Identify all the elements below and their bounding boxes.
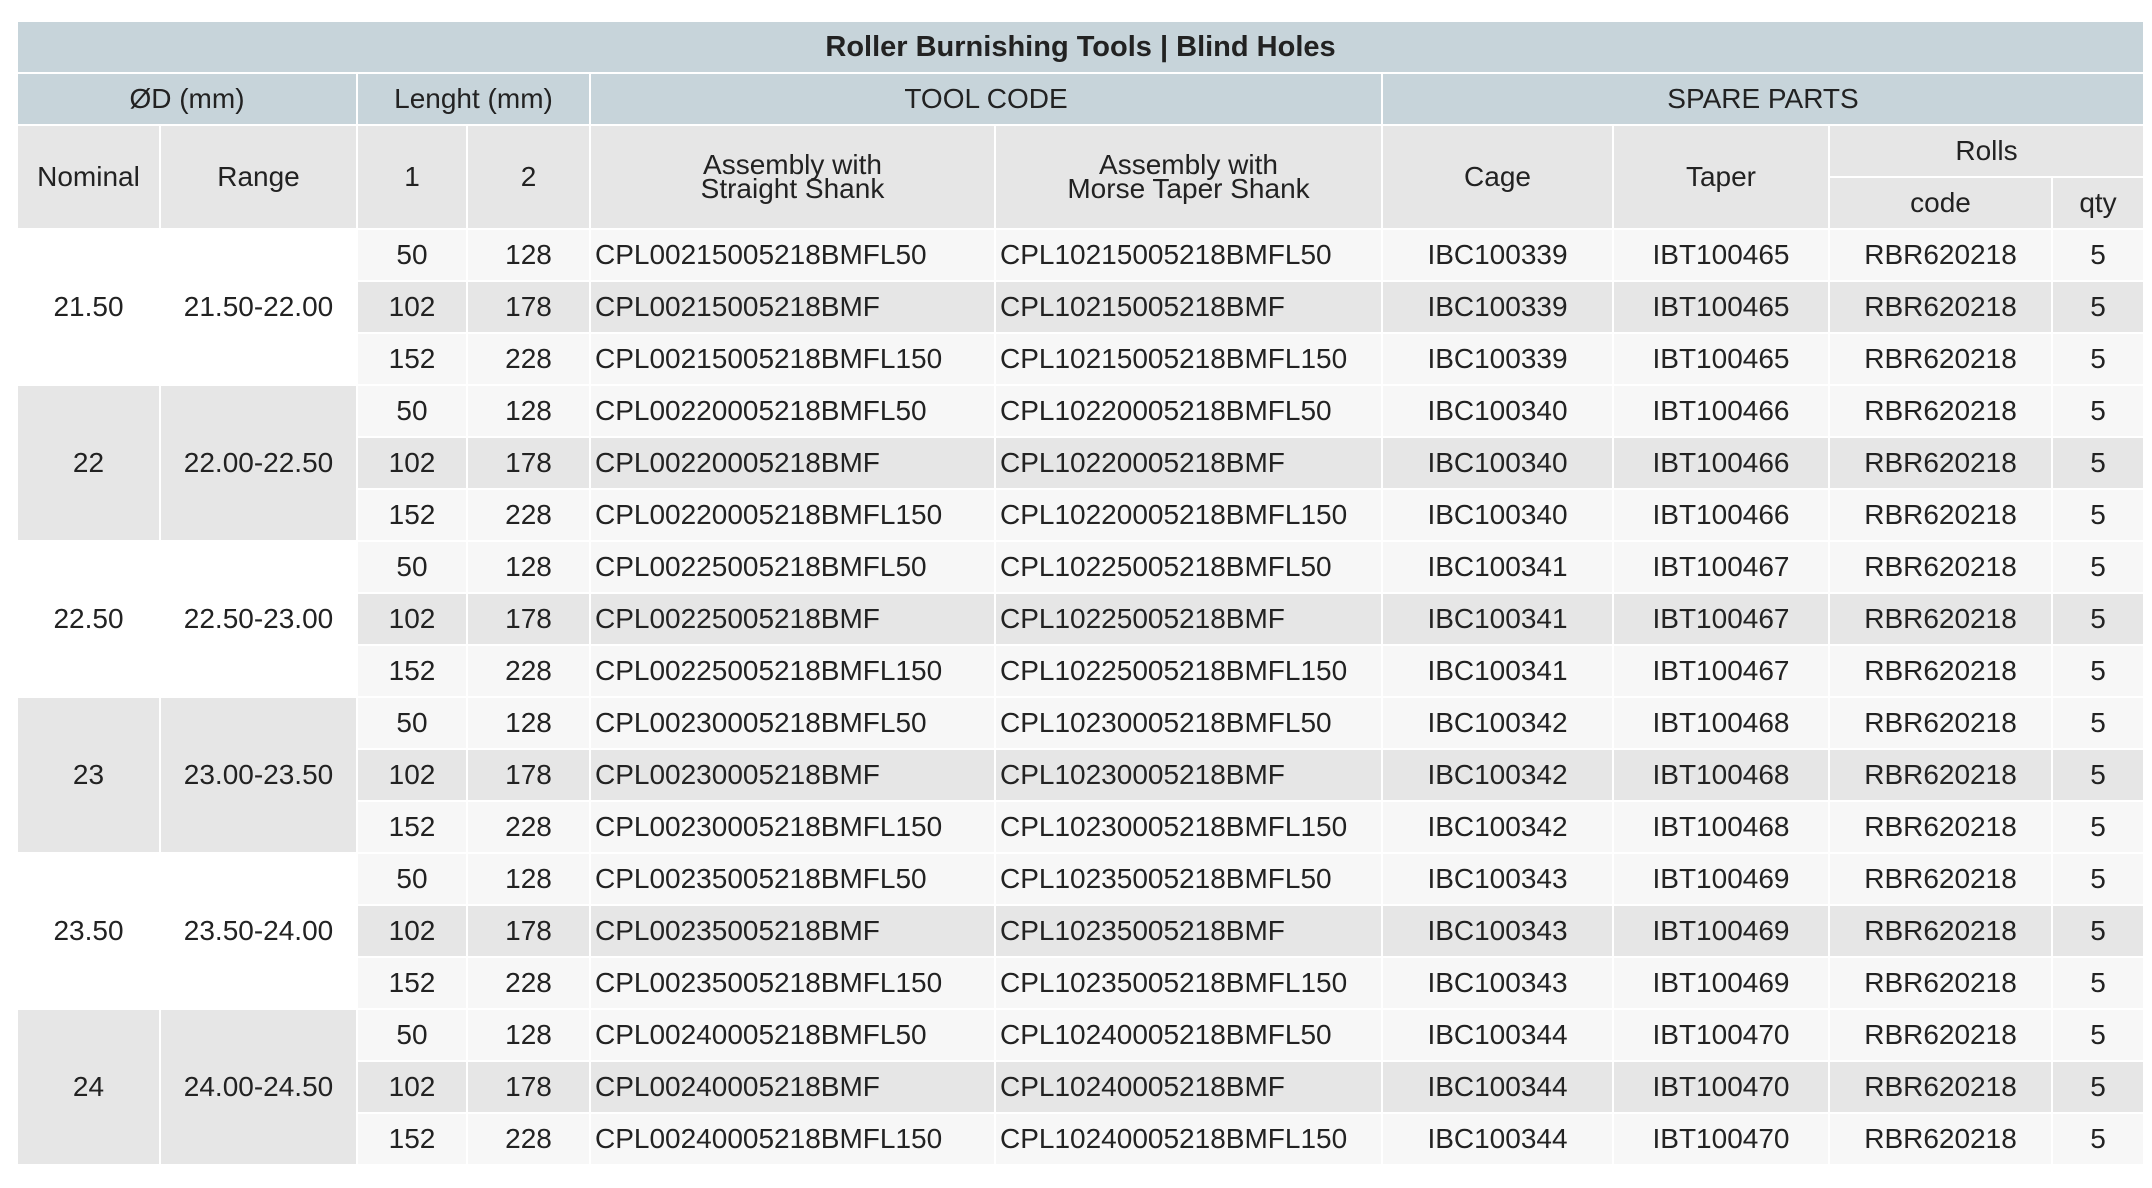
range-cell: 22.00-22.50 (160, 385, 357, 541)
taper-code-cell: IBT100467 (1613, 541, 1829, 593)
taper-code-cell: IBT100467 (1613, 645, 1829, 697)
cage-code-cell: IBC100339 (1382, 281, 1613, 333)
cage-code-cell: IBC100343 (1382, 957, 1613, 1009)
straight-shank-code-cell: CPL00240005218BMFL150 (590, 1113, 995, 1165)
rolls-code-cell: RBR620218 (1829, 385, 2052, 437)
cage-code-cell: IBC100344 (1382, 1113, 1613, 1165)
rolls-code-cell: RBR620218 (1829, 697, 2052, 749)
morse-taper-code-cell: CPL10220005218BMFL50 (995, 385, 1382, 437)
rolls-qty-cell: 5 (2052, 957, 2144, 1009)
morse-taper-code-cell: CPL10220005218BMF (995, 437, 1382, 489)
roller-burnishing-table (18, 22, 2145, 1166)
rolls-code-cell: RBR620218 (1829, 229, 2052, 281)
length-2-cell: 228 (467, 489, 590, 541)
header-rolls: Rolls (1829, 125, 2144, 177)
length-1-cell: 102 (357, 905, 467, 957)
range-cell: 23.50-24.00 (160, 853, 357, 1009)
rolls-code-cell: RBR620218 (1829, 333, 2052, 385)
morse-taper-code-cell: CPL10230005218BMFL150 (995, 801, 1382, 853)
straight-shank-code-cell: CPL00230005218BMFL150 (590, 801, 995, 853)
cage-code-cell: IBC100340 (1382, 489, 1613, 541)
nominal-cell: 23.50 (18, 853, 160, 1009)
taper-code-cell: IBT100468 (1613, 801, 1829, 853)
cage-code-cell: IBC100343 (1382, 853, 1613, 905)
range-cell: 21.50-22.00 (160, 229, 357, 385)
range-cell: 24.00-24.50 (160, 1009, 357, 1165)
nominal-cell: 22 (18, 385, 160, 541)
cage-code-cell: IBC100341 (1382, 541, 1613, 593)
straight-shank-code-cell: CPL00230005218BMF (590, 749, 995, 801)
rolls-qty-cell: 5 (2052, 1113, 2144, 1165)
straight-shank-code-cell: CPL00215005218BMFL150 (590, 333, 995, 385)
header-taper: Taper (1613, 125, 1829, 229)
cage-code-cell: IBC100344 (1382, 1009, 1613, 1061)
length-2-cell: 128 (467, 1009, 590, 1061)
range-cell: 23.00-23.50 (160, 697, 357, 853)
rolls-qty-cell: 5 (2052, 1061, 2144, 1113)
length-1-cell: 152 (357, 801, 467, 853)
taper-code-cell: IBT100465 (1613, 281, 1829, 333)
header-straight-shank-line1: Assembly with (703, 149, 882, 180)
length-2-cell: 228 (467, 333, 590, 385)
header-spare-parts: SPARE PARTS (1382, 73, 2144, 125)
nominal-cell: 22.50 (18, 541, 160, 697)
header-straight-shank (590, 125, 995, 229)
morse-taper-code-cell: CPL10225005218BMFL150 (995, 645, 1382, 697)
rolls-qty-cell: 5 (2052, 905, 2144, 957)
taper-code-cell: IBT100467 (1613, 593, 1829, 645)
range-cell: 22.50-23.00 (160, 541, 357, 697)
cage-code-cell: IBC100339 (1382, 333, 1613, 385)
nominal-cell: 24 (18, 1009, 160, 1165)
rolls-code-cell: RBR620218 (1829, 541, 2052, 593)
header-morse-taper-shank (995, 125, 1382, 229)
product-table-container (18, 22, 2144, 1166)
header-morse-taper-shank-line2: Morse Taper Shank (1067, 173, 1310, 204)
diameter-group (18, 229, 2144, 385)
length-1-cell: 102 (357, 281, 467, 333)
length-2-cell: 128 (467, 385, 590, 437)
length-1-cell: 102 (357, 749, 467, 801)
rolls-qty-cell: 5 (2052, 593, 2144, 645)
length-1-cell: 102 (357, 593, 467, 645)
taper-code-cell: IBT100468 (1613, 697, 1829, 749)
rolls-code-cell: RBR620218 (1829, 437, 2052, 489)
length-1-cell: 50 (357, 697, 467, 749)
cage-code-cell: IBC100339 (1382, 229, 1613, 281)
rolls-code-cell: RBR620218 (1829, 281, 2052, 333)
rolls-qty-cell: 5 (2052, 645, 2144, 697)
header-range: Range (160, 125, 357, 229)
morse-taper-code-cell: CPL10235005218BMFL150 (995, 957, 1382, 1009)
straight-shank-code-cell: CPL00215005218BMFL50 (590, 229, 995, 281)
length-2-cell: 128 (467, 229, 590, 281)
straight-shank-code-cell: CPL00225005218BMFL150 (590, 645, 995, 697)
length-1-cell: 152 (357, 489, 467, 541)
header-length: Lenght (mm) (357, 73, 590, 125)
rolls-code-cell: RBR620218 (1829, 801, 2052, 853)
header-length-2: 2 (467, 125, 590, 229)
table-row (18, 853, 2144, 905)
rolls-qty-cell: 5 (2052, 385, 2144, 437)
taper-code-cell: IBT100470 (1613, 1113, 1829, 1165)
taper-code-cell: IBT100469 (1613, 853, 1829, 905)
header-morse-taper-shank-line1: Assembly with (1099, 149, 1278, 180)
cage-code-cell: IBC100340 (1382, 437, 1613, 489)
taper-code-cell: IBT100466 (1613, 489, 1829, 541)
morse-taper-code-cell: CPL10240005218BMF (995, 1061, 1382, 1113)
length-1-cell: 50 (357, 229, 467, 281)
rolls-code-cell: RBR620218 (1829, 957, 2052, 1009)
header-cage: Cage (1382, 125, 1613, 229)
length-2-cell: 178 (467, 437, 590, 489)
nominal-cell: 21.50 (18, 229, 160, 385)
diameter-group (18, 853, 2144, 1009)
rolls-qty-cell: 5 (2052, 853, 2144, 905)
length-2-cell: 178 (467, 593, 590, 645)
table-row (18, 229, 2144, 281)
morse-taper-code-cell: CPL10225005218BMF (995, 593, 1382, 645)
taper-code-cell: IBT100466 (1613, 437, 1829, 489)
morse-taper-code-cell: CPL10230005218BMFL50 (995, 697, 1382, 749)
rolls-qty-cell: 5 (2052, 697, 2144, 749)
length-1-cell: 50 (357, 385, 467, 437)
rolls-qty-cell: 5 (2052, 229, 2144, 281)
header-tool-code: TOOL CODE (590, 73, 1382, 125)
straight-shank-code-cell: CPL00240005218BMF (590, 1061, 995, 1113)
cage-code-cell: IBC100341 (1382, 593, 1613, 645)
straight-shank-code-cell: CPL00235005218BMFL50 (590, 853, 995, 905)
morse-taper-code-cell: CPL10215005218BMFL50 (995, 229, 1382, 281)
length-1-cell: 152 (357, 645, 467, 697)
morse-taper-code-cell: CPL10235005218BMFL50 (995, 853, 1382, 905)
length-2-cell: 178 (467, 281, 590, 333)
taper-code-cell: IBT100466 (1613, 385, 1829, 437)
table-row (18, 697, 2144, 749)
rolls-code-cell: RBR620218 (1829, 905, 2052, 957)
taper-code-cell: IBT100470 (1613, 1061, 1829, 1113)
straight-shank-code-cell: CPL00235005218BMF (590, 905, 995, 957)
straight-shank-code-cell: CPL00215005218BMF (590, 281, 995, 333)
rolls-code-cell: RBR620218 (1829, 489, 2052, 541)
taper-code-cell: IBT100468 (1613, 749, 1829, 801)
straight-shank-code-cell: CPL00225005218BMF (590, 593, 995, 645)
morse-taper-code-cell: CPL10225005218BMFL50 (995, 541, 1382, 593)
morse-taper-code-cell: CPL10235005218BMF (995, 905, 1382, 957)
straight-shank-code-cell: CPL00240005218BMFL50 (590, 1009, 995, 1061)
length-2-cell: 228 (467, 645, 590, 697)
length-2-cell: 178 (467, 749, 590, 801)
length-2-cell: 128 (467, 853, 590, 905)
rolls-qty-cell: 5 (2052, 437, 2144, 489)
straight-shank-code-cell: CPL00230005218BMFL50 (590, 697, 995, 749)
rolls-code-cell: RBR620218 (1829, 853, 2052, 905)
taper-code-cell: IBT100469 (1613, 957, 1829, 1009)
length-2-cell: 128 (467, 697, 590, 749)
straight-shank-code-cell: CPL00220005218BMF (590, 437, 995, 489)
cage-code-cell: IBC100340 (1382, 385, 1613, 437)
diameter-group (18, 697, 2144, 853)
rolls-code-cell: RBR620218 (1829, 1113, 2052, 1165)
diameter-group (18, 541, 2144, 697)
length-1-cell: 152 (357, 957, 467, 1009)
cage-code-cell: IBC100341 (1382, 645, 1613, 697)
header-straight-shank-line2: Straight Shank (700, 173, 885, 204)
cage-code-cell: IBC100342 (1382, 697, 1613, 749)
length-1-cell: 50 (357, 853, 467, 905)
length-2-cell: 178 (467, 905, 590, 957)
taper-code-cell: IBT100470 (1613, 1009, 1829, 1061)
straight-shank-code-cell: CPL00235005218BMFL150 (590, 957, 995, 1009)
rolls-qty-cell: 5 (2052, 1009, 2144, 1061)
length-2-cell: 128 (467, 541, 590, 593)
straight-shank-code-cell: CPL00225005218BMFL50 (590, 541, 995, 593)
taper-code-cell: IBT100469 (1613, 905, 1829, 957)
length-2-cell: 228 (467, 957, 590, 1009)
length-1-cell: 50 (357, 541, 467, 593)
straight-shank-code-cell: CPL00220005218BMFL50 (590, 385, 995, 437)
cage-code-cell: IBC100342 (1382, 801, 1613, 853)
diameter-group (18, 385, 2144, 541)
morse-taper-code-cell: CPL10220005218BMFL150 (995, 489, 1382, 541)
header-diameter: ØD (mm) (18, 73, 357, 125)
cage-code-cell: IBC100342 (1382, 749, 1613, 801)
rolls-qty-cell: 5 (2052, 541, 2144, 593)
rolls-qty-cell: 5 (2052, 801, 2144, 853)
rolls-qty-cell: 5 (2052, 281, 2144, 333)
length-1-cell: 102 (357, 437, 467, 489)
length-2-cell: 228 (467, 801, 590, 853)
morse-taper-code-cell: CPL10230005218BMF (995, 749, 1382, 801)
table-row (18, 541, 2144, 593)
rolls-code-cell: RBR620218 (1829, 749, 2052, 801)
length-1-cell: 102 (357, 1061, 467, 1113)
nominal-cell: 23 (18, 697, 160, 853)
header-length-1: 1 (357, 125, 467, 229)
table-row (18, 385, 2144, 437)
table-title: Roller Burnishing Tools | Blind Holes (18, 22, 2144, 73)
length-1-cell: 50 (357, 1009, 467, 1061)
cage-code-cell: IBC100344 (1382, 1061, 1613, 1113)
length-1-cell: 152 (357, 333, 467, 385)
length-2-cell: 228 (467, 1113, 590, 1165)
diameter-group (18, 1009, 2144, 1165)
rolls-code-cell: RBR620218 (1829, 645, 2052, 697)
length-1-cell: 152 (357, 1113, 467, 1165)
header-rolls-qty: qty (2052, 177, 2144, 229)
rolls-code-cell: RBR620218 (1829, 593, 2052, 645)
header-rolls-code: code (1829, 177, 2052, 229)
morse-taper-code-cell: CPL10215005218BMFL150 (995, 333, 1382, 385)
rolls-qty-cell: 5 (2052, 749, 2144, 801)
morse-taper-code-cell: CPL10240005218BMFL150 (995, 1113, 1382, 1165)
rolls-qty-cell: 5 (2052, 333, 2144, 385)
rolls-qty-cell: 5 (2052, 489, 2144, 541)
straight-shank-code-cell: CPL00220005218BMFL150 (590, 489, 995, 541)
cage-code-cell: IBC100343 (1382, 905, 1613, 957)
morse-taper-code-cell: CPL10240005218BMFL50 (995, 1009, 1382, 1061)
table-row (18, 1009, 2144, 1061)
rolls-code-cell: RBR620218 (1829, 1061, 2052, 1113)
length-2-cell: 178 (467, 1061, 590, 1113)
taper-code-cell: IBT100465 (1613, 229, 1829, 281)
rolls-code-cell: RBR620218 (1829, 1009, 2052, 1061)
header-nominal: Nominal (18, 125, 160, 229)
morse-taper-code-cell: CPL10215005218BMF (995, 281, 1382, 333)
taper-code-cell: IBT100465 (1613, 333, 1829, 385)
